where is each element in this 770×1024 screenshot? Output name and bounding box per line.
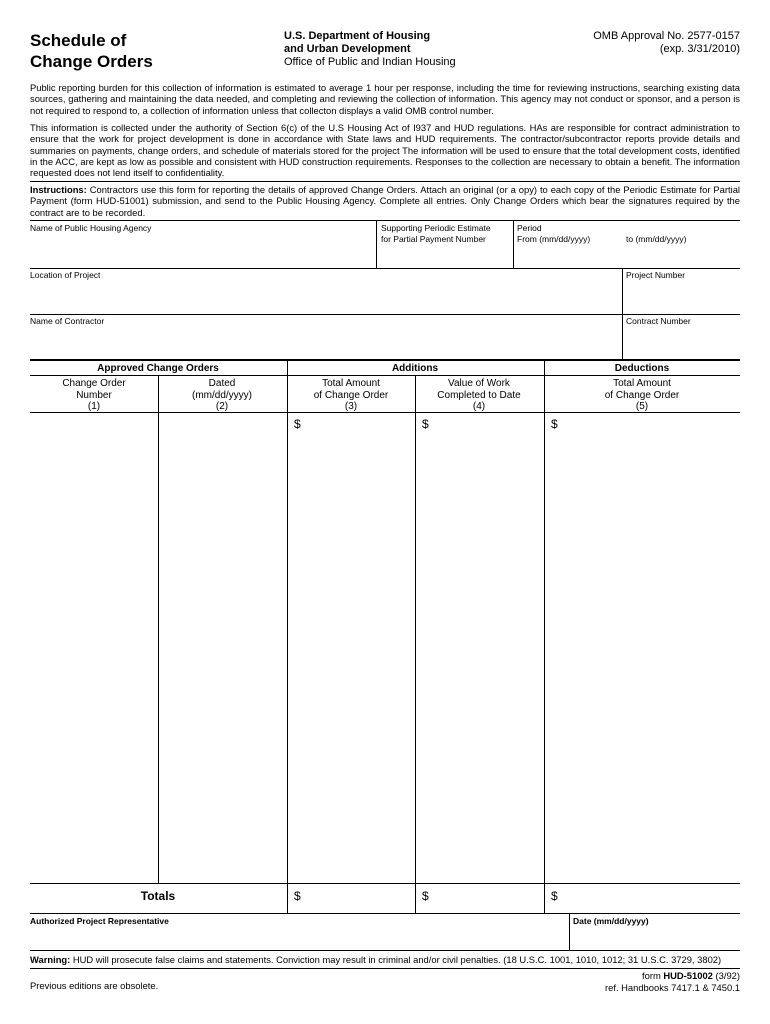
currency-symbol: $ xyxy=(551,417,558,431)
representative-field[interactable]: Authorized Project Representative xyxy=(30,916,169,926)
contractor-name-field[interactable]: Name of Contractor xyxy=(30,316,105,326)
authority-statement: This information is collected under the authority of Section 6(c) of the U.S Housing Act of I937 and HUD regulations. HAs are responsible for contract administration to ensure that the work for project development is done in accordance with State laws and HUD requirements. The contractor/subcontractor reports provide details and summaries on payments, change orders, and schedule of materials stored for the project The information will be used to ensure that the total development costs, identified in the ACC, are kept as low as possible and consistent with HUD construction requirements. Responses to the collection are necessary to obtain a benefit. The information requested does not lend itself to confidentiality. xyxy=(30,122,740,179)
col1-line1: Change Order xyxy=(62,378,126,389)
totals-additions-cell[interactable] xyxy=(288,884,415,913)
omb-expiration: (exp. 3/31/2010) xyxy=(659,43,740,55)
group-additions: Additions xyxy=(391,363,439,374)
omb-number: OMB Approval No. 2577-0157 xyxy=(593,30,740,42)
supporting-estimate-field[interactable] xyxy=(381,223,491,245)
col-total-amount-additions xyxy=(287,378,415,413)
col3-line3: (3) xyxy=(344,401,358,412)
agency-block xyxy=(284,30,456,69)
dated-cell[interactable] xyxy=(159,413,287,883)
divider xyxy=(622,268,623,314)
project-number-field[interactable]: Project Number xyxy=(626,270,686,280)
period-to[interactable]: to (mm/dd/yyyy) xyxy=(626,234,687,244)
supporting-estimate-line1: Supporting Periodic Estimate xyxy=(381,223,491,233)
divider xyxy=(30,220,740,221)
period-field[interactable] xyxy=(517,223,590,245)
table-top-border xyxy=(30,359,740,361)
form-title-line1: Schedule of xyxy=(30,31,127,50)
value-of-work-cell[interactable] xyxy=(416,413,544,883)
divider xyxy=(569,913,570,950)
form-title-line2: Change Orders xyxy=(30,52,153,71)
col5-line2: of Change Order xyxy=(604,389,680,401)
col4-line1: Value of Work xyxy=(448,378,510,389)
col5-line1: Total Amount xyxy=(613,378,671,389)
instructions-label: Instructions: xyxy=(30,184,87,195)
col2-line1: Dated xyxy=(208,378,236,389)
form-id-block xyxy=(605,970,740,994)
totals-deductions-cell[interactable] xyxy=(545,884,740,913)
currency-symbol: $ xyxy=(422,889,429,903)
divider xyxy=(622,314,623,360)
warning-text: HUD will prosecute false claims and statements. Conviction may result in criminal and/or civil penalties. (18 U.S.C. 1001, 1010, 1012; 31 U.S.C. 3729, 3802) xyxy=(72,954,722,965)
agency-line3: Office of Public and Indian Housing xyxy=(284,56,456,68)
divider xyxy=(30,950,740,951)
form-id-line xyxy=(605,970,740,982)
col4-line3: (4) xyxy=(472,401,486,412)
currency-symbol: $ xyxy=(294,889,301,903)
form-prefix: form xyxy=(642,970,661,981)
col-total-amount-deductions xyxy=(544,378,740,413)
agency-line2: and Urban Development xyxy=(284,43,411,55)
obsolete-note: Previous editions are obsolete. xyxy=(30,980,159,991)
group-deductions: Deductions xyxy=(614,363,670,374)
totals-value-of-work-cell[interactable] xyxy=(416,884,544,913)
form-date: (3/92) xyxy=(715,970,740,981)
col1-line2: Number xyxy=(76,389,112,401)
totals-bottom-border xyxy=(30,913,740,914)
divider xyxy=(30,968,740,969)
group-approved: Approved Change Orders xyxy=(97,363,219,374)
divider xyxy=(30,314,740,315)
currency-symbol: $ xyxy=(294,417,301,431)
burden-statement: Public reporting burden for this collection of information is estimated to average 1 hour per response, including the time for reviewing instructions, searching existing data sources, gathering and maintaining the data needed, and completing and reviewing the collection of information. This agency may not conduct or sponsor, and a person is not required to respond to, a collection of information unless that collecton displays a valid OMB control number. xyxy=(30,82,740,116)
divider xyxy=(30,375,740,376)
additions-total-cell[interactable] xyxy=(288,413,415,883)
totals-label: Totals xyxy=(140,889,176,903)
currency-symbol: $ xyxy=(551,889,558,903)
omb-block xyxy=(593,30,740,56)
handbooks-ref: ref. Handbooks 7417.1 & 7450.1 xyxy=(605,982,740,993)
agency-line1: U.S. Department of Housing xyxy=(284,30,431,42)
col5-line3: (5) xyxy=(635,401,649,412)
divider xyxy=(376,220,377,268)
currency-symbol: $ xyxy=(422,417,429,431)
col1-line3: (1) xyxy=(87,401,101,412)
col3-line1: Total Amount xyxy=(322,378,380,389)
period-label: Period xyxy=(517,223,542,233)
deductions-total-cell[interactable] xyxy=(545,413,740,883)
col-dated xyxy=(158,378,286,413)
form-number: HUD-51002 xyxy=(663,970,713,981)
agency-name-field[interactable]: Name of Public Housing Agency xyxy=(30,223,152,233)
period-from: From (mm/dd/yyyy) xyxy=(517,234,591,244)
divider xyxy=(30,181,740,182)
change-order-number-cell[interactable] xyxy=(31,413,158,883)
col-change-order-number xyxy=(30,378,158,413)
form-title xyxy=(30,30,153,72)
col2-line3: (2) xyxy=(215,401,229,412)
divider xyxy=(513,220,514,268)
divider xyxy=(30,268,740,269)
project-location-field[interactable]: Location of Project xyxy=(30,270,101,280)
instructions xyxy=(30,184,740,218)
warning-notice xyxy=(30,954,740,966)
col3-line2: of Change Order xyxy=(313,389,389,401)
signature-date-field[interactable]: Date (mm/dd/yyyy) xyxy=(573,916,649,926)
col-value-of-work xyxy=(415,378,543,413)
col4-line2: Completed to Date xyxy=(437,389,521,401)
contract-number-field[interactable]: Contract Number xyxy=(626,316,691,326)
col2-line2: (mm/dd/yyyy) xyxy=(192,389,252,401)
instructions-text: Contractors use this form for reporting the details of approved Change Orders. Attach an original (or a opy) to each copy of the Periodic Estimate for Partial Payment (form HUD-51001) submission, and send to the Public Housing Agency. Complete all entries. Only Change Orders which bear the signatures required by the contract are to be recorded. xyxy=(30,184,740,218)
warning-label: Warning: xyxy=(30,954,71,965)
supporting-estimate-line2: for Partial Payment Number xyxy=(381,234,486,244)
